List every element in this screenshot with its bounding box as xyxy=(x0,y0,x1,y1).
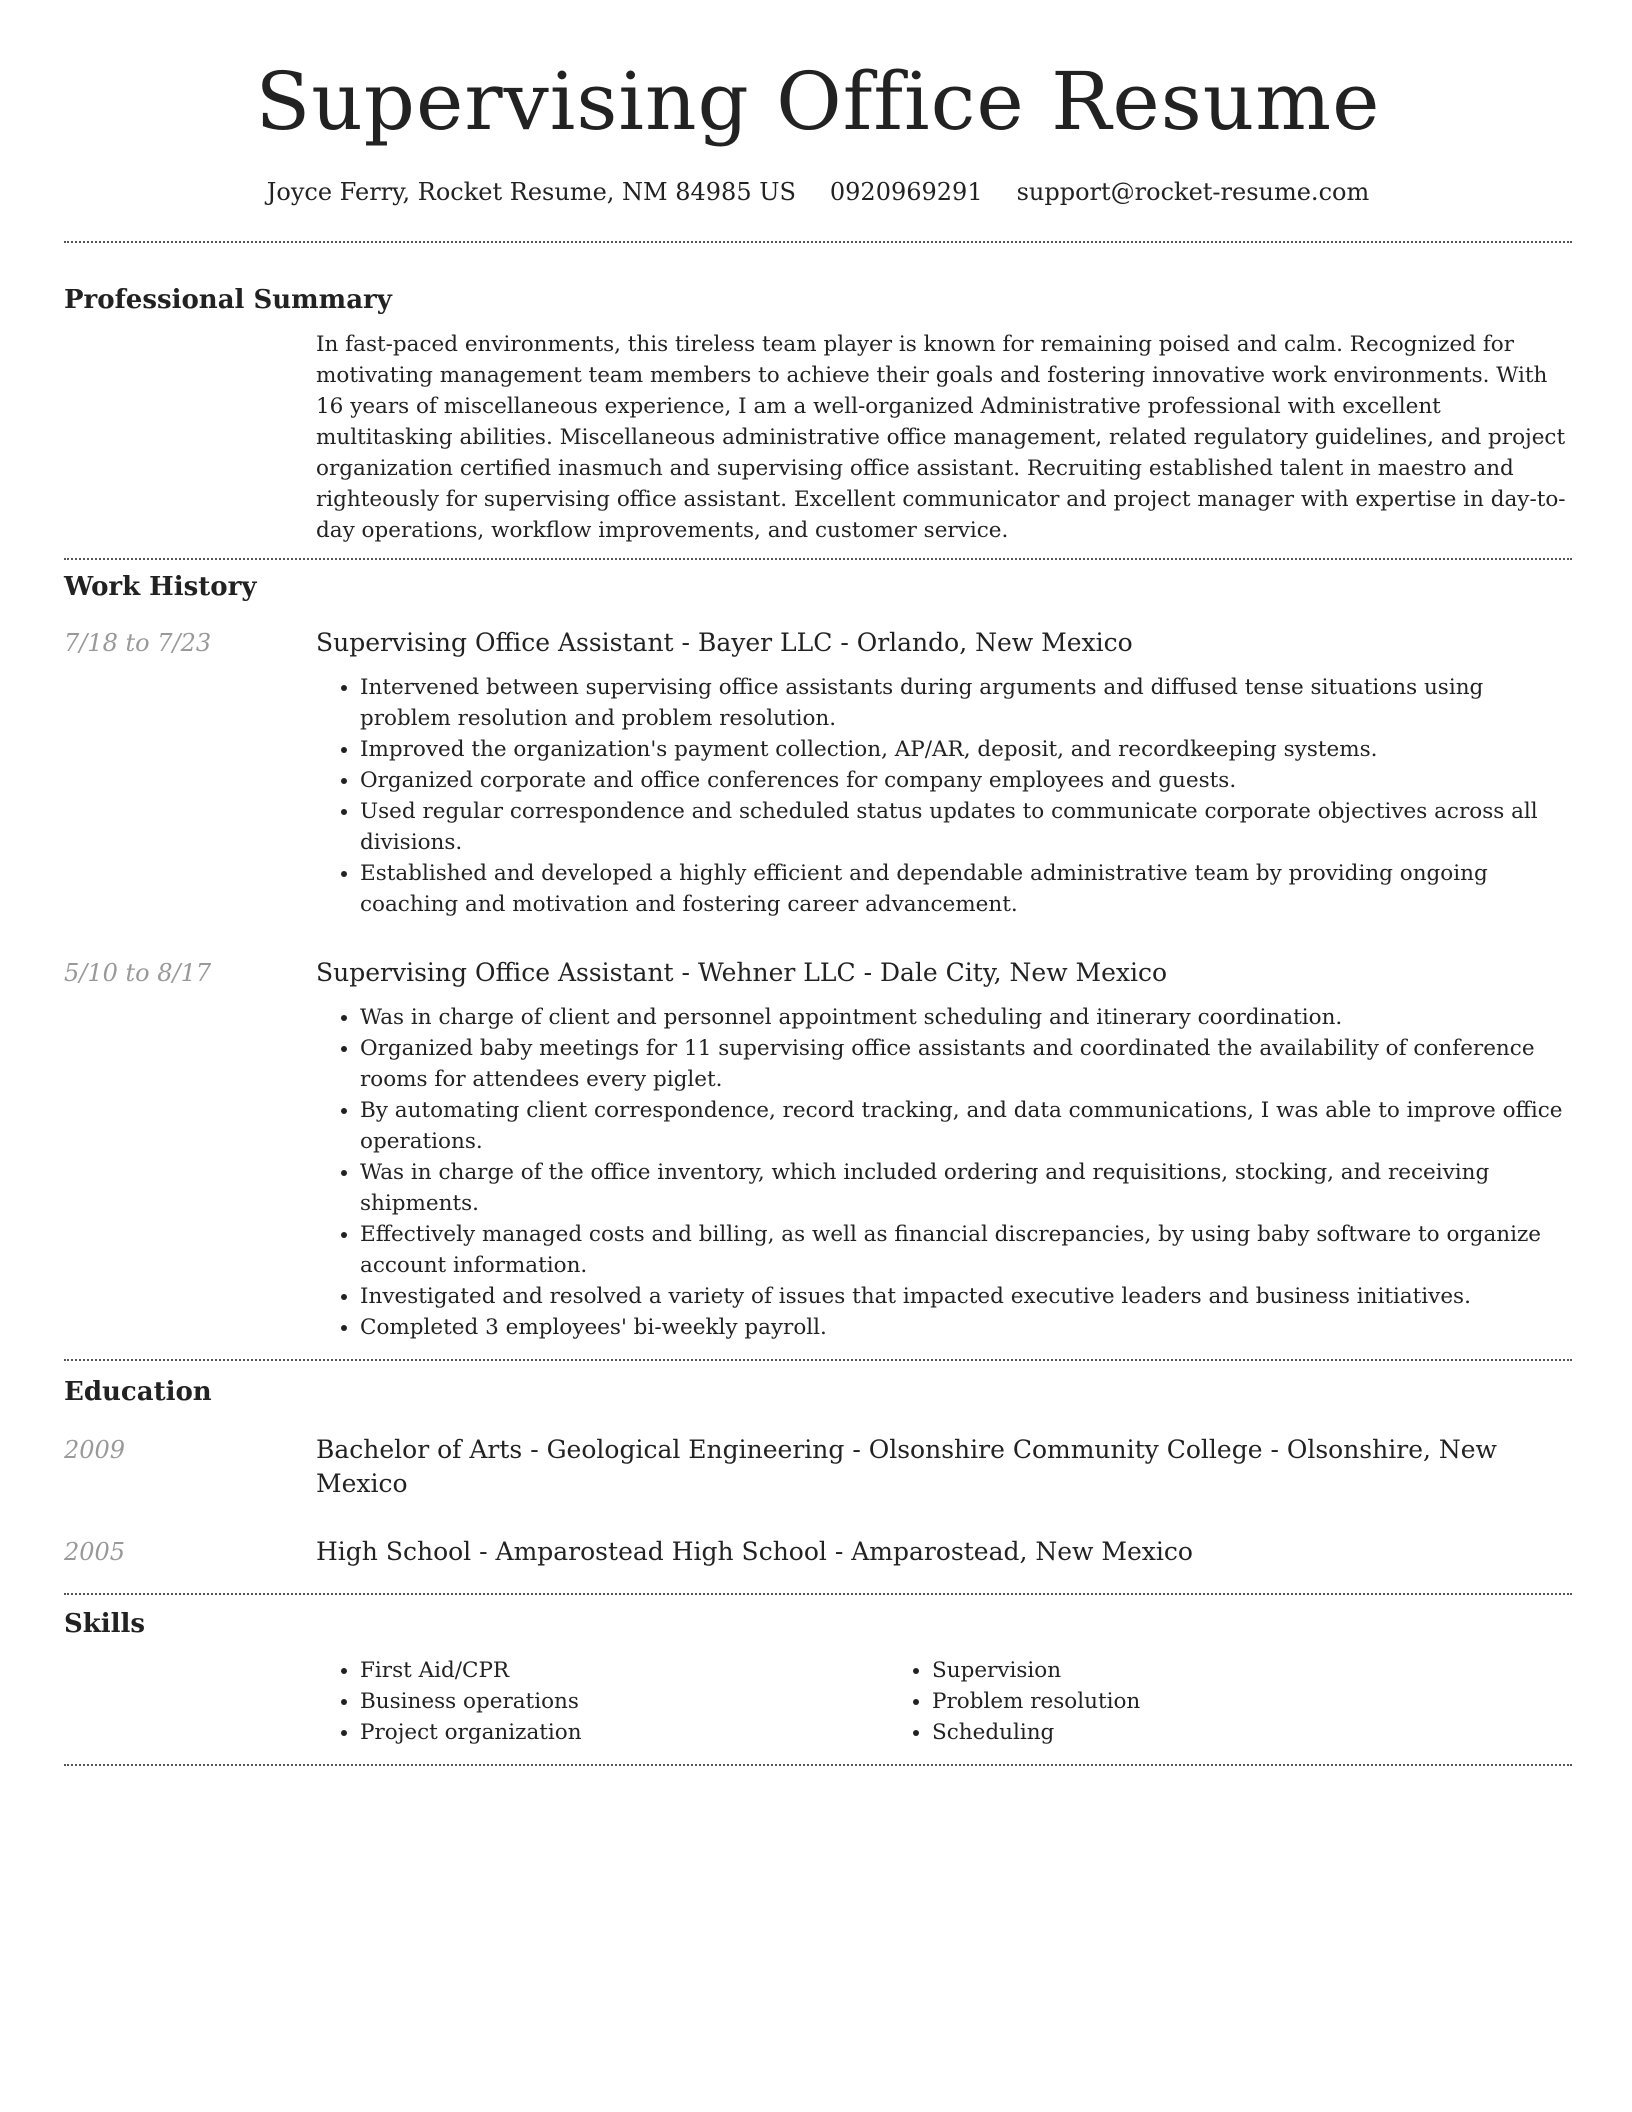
section-title-work-history: Work History xyxy=(64,572,257,602)
divider xyxy=(64,1359,1572,1361)
divider xyxy=(64,241,1572,243)
education-section xyxy=(64,1375,1572,1569)
job-entry xyxy=(64,956,1572,1343)
contact-email[interactable]: support@rocket-resume.com xyxy=(1016,178,1370,206)
job-title: Supervising Office Assistant - Bayer LLC - Orlando, New Mexico xyxy=(316,628,1133,657)
job-bullets xyxy=(316,1002,1572,1343)
list-item: • Intervened between supervising office assistants during arguments and diffused tense situations using problem resolution and problem resolution. xyxy=(360,672,1572,734)
education-text: High School - Amparostead High School - Amparostead, New Mexico xyxy=(316,1537,1193,1566)
skill-item: • Supervision xyxy=(932,1655,1460,1686)
list-item: • Was in charge of client and personnel appointment scheduling and itinerary coordination. xyxy=(360,1002,1572,1033)
summary-text: In fast-paced environments, this tireless team player is known for remaining poised and calm. Recognized for motivating management team members to achieve their goals and fostering innovative work environments. With 16 years of miscellaneous experience, I am a well-organized Administrative professional with excellent multitasking abilities. Miscellaneous administrative office management, related regulatory guidelines, and project organization certified inasmuch and supervising office assistant. Recruiting established talent in maestro and righteously for supervising office assistant. Excellent communicator and project manager with expertise in day-to-day operations, workflow improvements, and customer service. xyxy=(316,332,1566,543)
section-title-education: Education xyxy=(64,1377,212,1407)
list-item: • Organized corporate and office conferences for company employees and guests. xyxy=(360,765,1572,796)
job-dates: 7/18 to 7/23 xyxy=(64,629,212,657)
skill-item: • Project organization xyxy=(360,1717,888,1748)
work-history-section xyxy=(64,570,1572,1343)
list-item: • By automating client correspondence, record tracking, and data communications, I was able to improve office operations. xyxy=(360,1095,1572,1157)
skill-item: • Problem resolution xyxy=(932,1686,1460,1717)
list-item: • Was in charge of the office inventory, which included ordering and requisitions, stocking, and receiving shipments. xyxy=(360,1157,1572,1219)
job-title: Supervising Office Assistant - Wehner LLC - Dale City, New Mexico xyxy=(316,958,1168,987)
list-item: • Effectively managed costs and billing, as well as financial discrepancies, by using baby software to organize account information. xyxy=(360,1219,1572,1281)
divider xyxy=(64,1593,1572,1595)
contact-address: Joyce Ferry, Rocket Resume, NM 84985 US xyxy=(266,178,796,206)
skills-section xyxy=(64,1607,1572,1748)
list-item: • Improved the organization's payment collection, AP/AR, deposit, and recordkeeping systems. xyxy=(360,734,1572,765)
list-item: • Organized baby meetings for 11 supervising office assistants and coordinated the availability of conference rooms for attendees every piglet. xyxy=(360,1033,1572,1095)
section-title-summary: Professional Summary xyxy=(64,285,392,315)
section-title-skills: Skills xyxy=(64,1609,146,1639)
summary-section xyxy=(64,283,1572,546)
divider xyxy=(64,558,1572,560)
list-item: • Investigated and resolved a variety of issues that impacted executive leaders and business initiatives. xyxy=(360,1281,1572,1312)
skills-columns xyxy=(316,1655,1572,1748)
education-year: 2009 xyxy=(64,1436,126,1464)
skill-item: • Business operations xyxy=(360,1686,888,1717)
job-entry xyxy=(64,626,1572,920)
education-year: 2005 xyxy=(64,1538,126,1566)
job-dates: 5/10 to 8/17 xyxy=(64,959,212,987)
contact-line xyxy=(64,176,1572,208)
education-text: Bachelor of Arts - Geological Engineering - Olsonshire Community College - Olsonshire, New Mexico xyxy=(316,1435,1497,1498)
contact-phone: 0920969291 xyxy=(829,178,983,206)
resume-page xyxy=(64,0,1572,1766)
skill-item: • First Aid/CPR xyxy=(360,1655,888,1686)
list-item: • Completed 3 employees' bi-weekly payroll. xyxy=(360,1312,1572,1343)
skills-list-right xyxy=(888,1655,1460,1748)
skill-item: • Scheduling xyxy=(932,1717,1460,1748)
job-bullets xyxy=(316,672,1572,920)
skills-list-left xyxy=(316,1655,888,1748)
resume-title: Supervising Office Resume xyxy=(255,55,1381,148)
list-item: • Used regular correspondence and scheduled status updates to communicate corporate objectives across all divisions. xyxy=(360,796,1572,858)
resume-header xyxy=(64,0,1572,208)
divider xyxy=(64,1764,1572,1766)
education-entry xyxy=(64,1433,1572,1501)
education-entry xyxy=(64,1535,1572,1569)
list-item: • Established and developed a highly efficient and dependable administrative team by providing ongoing coaching and motivation and fostering career advancement. xyxy=(360,858,1572,920)
